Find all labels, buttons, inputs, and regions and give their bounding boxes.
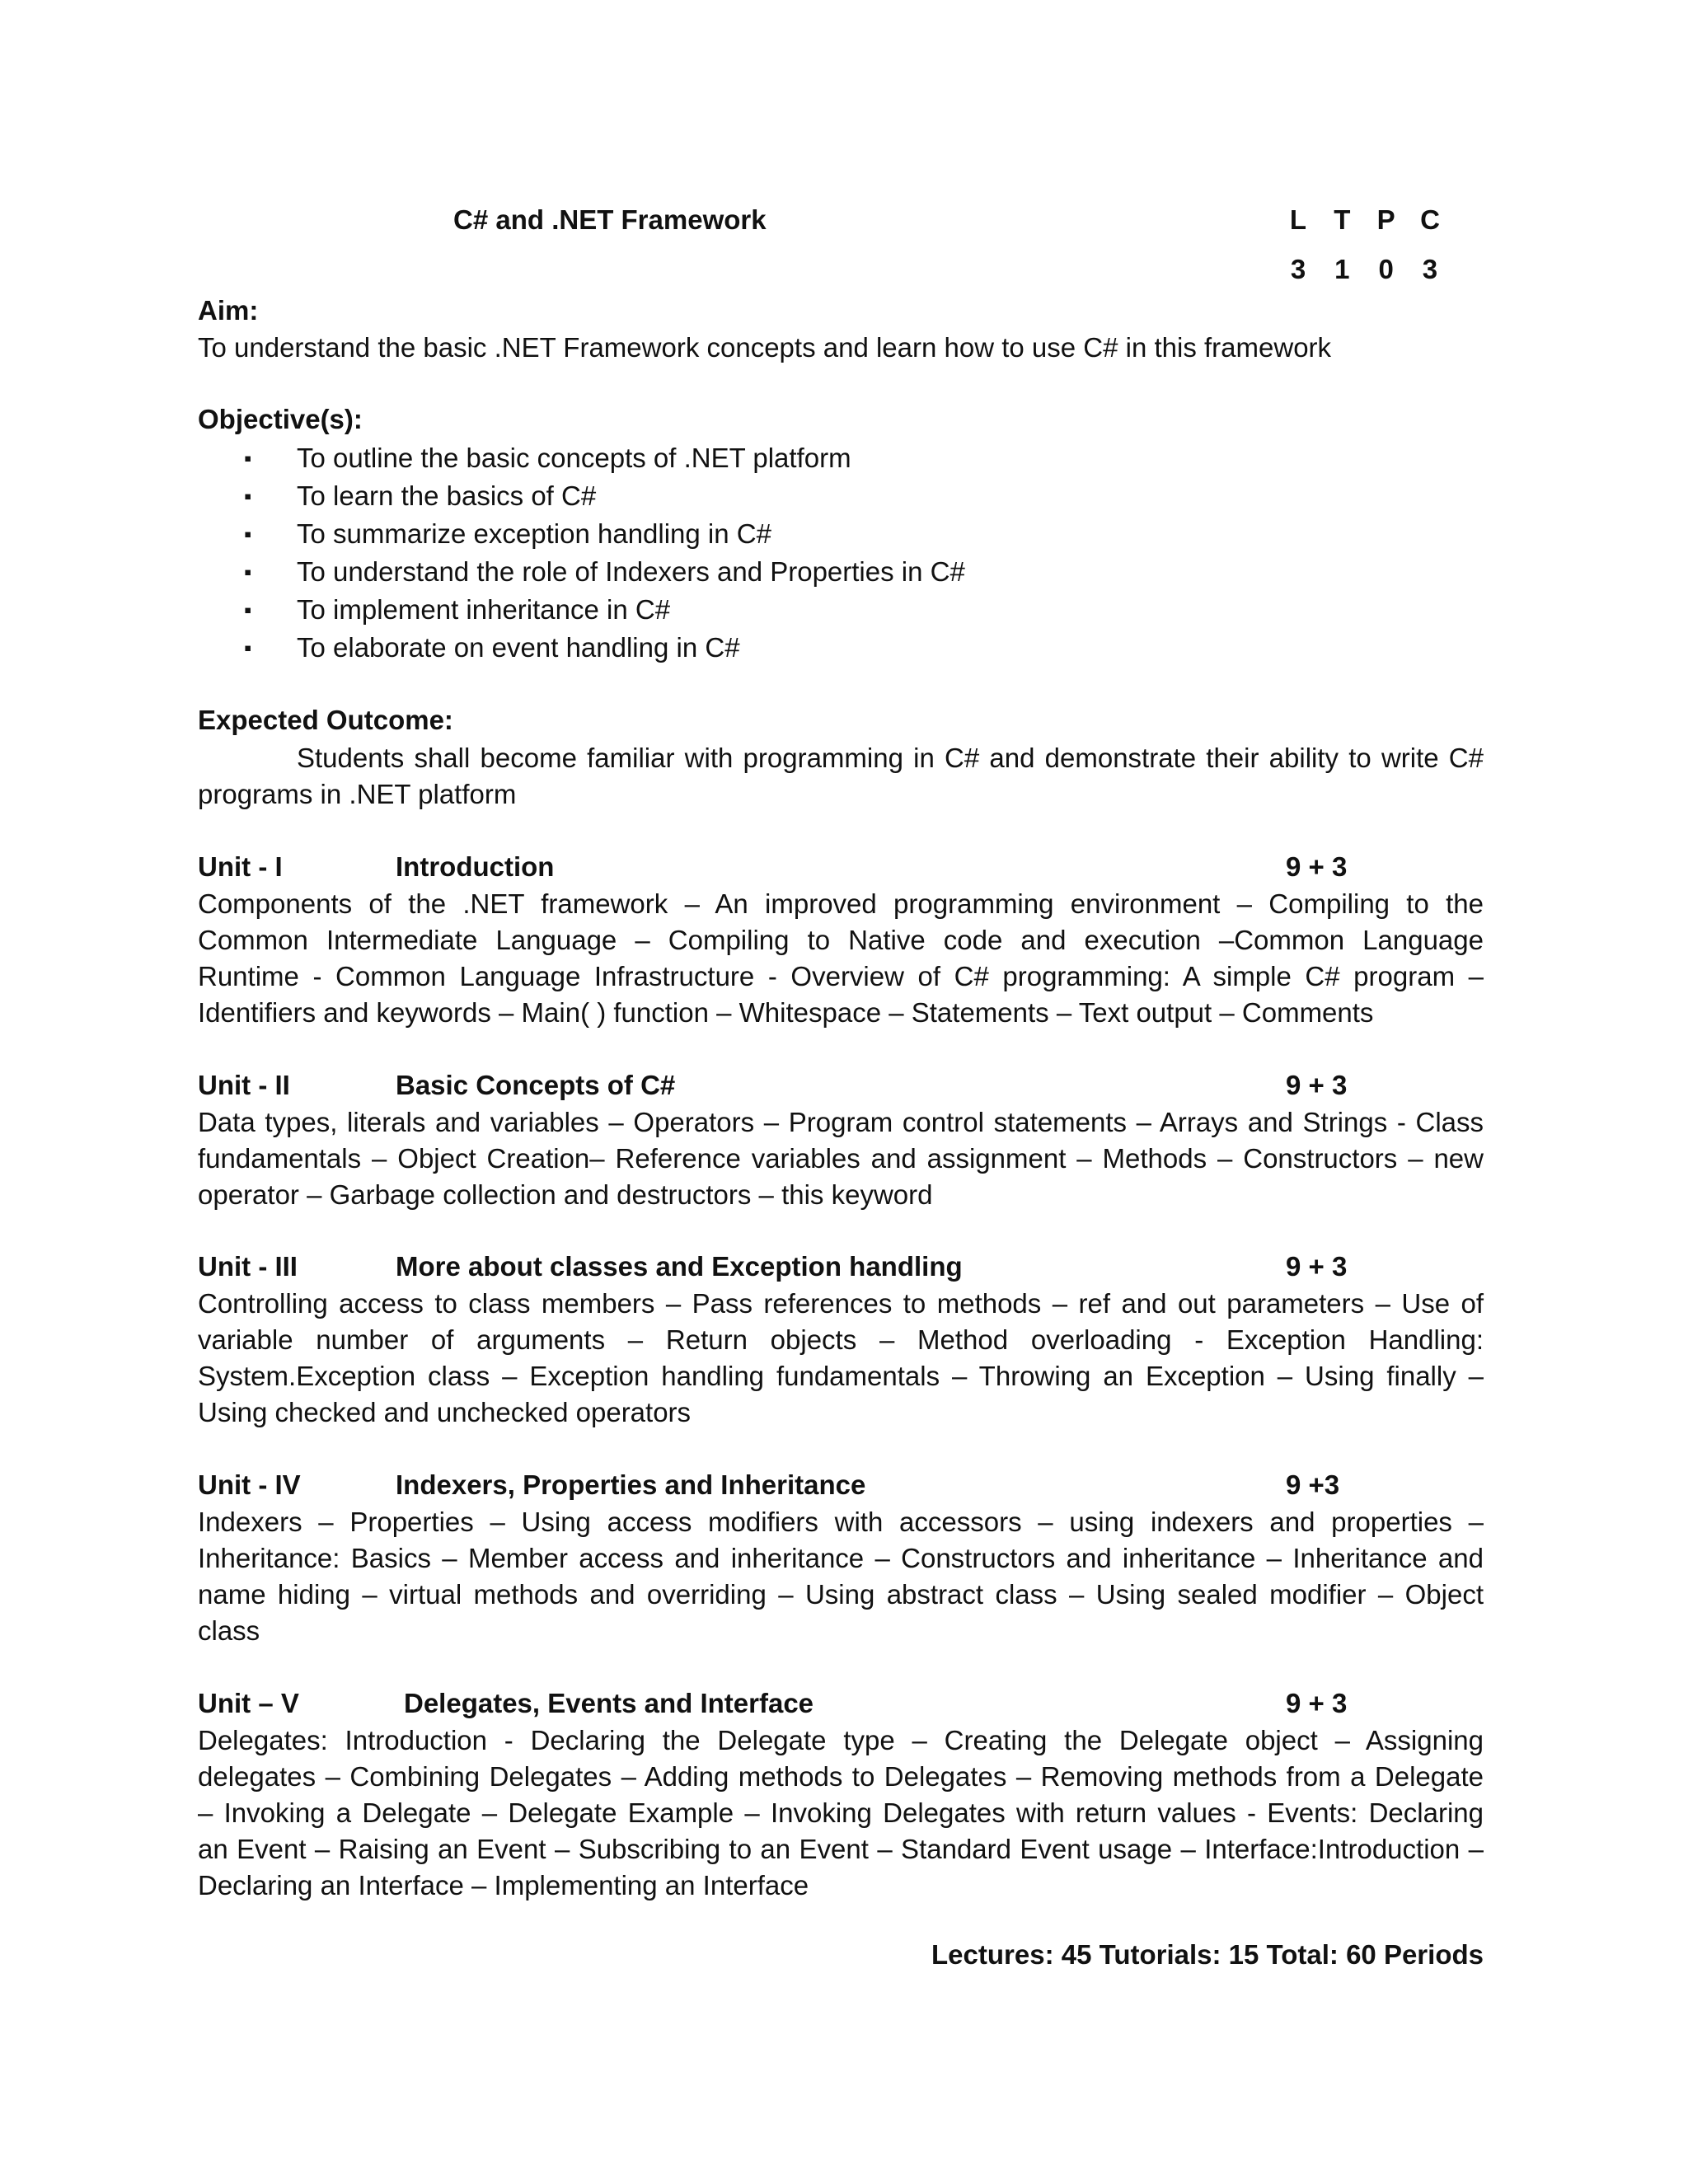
content-line: Components of the .NET framework – An improved programming environment – Compiling to the — [198, 888, 1484, 919]
content-line: class — [198, 1615, 260, 1646]
unit-5-content — [198, 1722, 1484, 1904]
objective-item — [198, 439, 965, 477]
content-line: System.Exception class – Exception handling fundamentals – Throwing an Exception – Using finally – — [198, 1361, 1484, 1391]
unit-title: Indexers, Properties and Inheritance — [396, 1469, 866, 1500]
unit-4-header — [198, 1467, 1484, 1503]
ltpc-value-t: 1 — [1334, 254, 1350, 284]
unit-hours: 9 + 3 — [1286, 1251, 1348, 1282]
unit-label: Unit – V — [198, 1688, 299, 1718]
course-title: C# and .NET Framework — [453, 204, 767, 235]
unit-hours: 9 + 3 — [1286, 1070, 1348, 1100]
ltpc-values — [1282, 251, 1447, 288]
objective-item — [198, 629, 965, 667]
objectives-heading: Objective(s): — [198, 404, 363, 434]
ltpc-label-l: L — [1289, 204, 1307, 235]
ltpc-label-p: P — [1376, 204, 1395, 235]
ltpc-label-c: C — [1420, 204, 1440, 235]
objective-text: To elaborate on event handling in C# — [297, 632, 740, 663]
ltpc-value-c: 3 — [1422, 254, 1438, 284]
bullet-icon: ▪ — [244, 522, 252, 546]
unit-hours: 9 +3 — [1286, 1469, 1340, 1500]
objective-item — [198, 477, 965, 515]
unit-5-header — [198, 1685, 1484, 1722]
unit-label: Unit - I — [198, 851, 283, 882]
unit-2-header — [198, 1067, 1484, 1104]
ltpc-label-t: T — [1334, 204, 1351, 235]
unit-hours: 9 + 3 — [1286, 1688, 1348, 1718]
content-line: Controlling access to class members – Pass references to methods – ref and out parameters – Use of — [198, 1288, 1484, 1319]
bullet-icon: ▪ — [244, 635, 252, 660]
objective-text: To understand the role of Indexers and Properties in C# — [297, 556, 965, 587]
bullet-icon: ▪ — [244, 560, 252, 584]
unit-hours: 9 + 3 — [1286, 851, 1348, 882]
content-line: fundamentals – Object Creation– Reference variables and assignment – Methods – Constructors – new — [198, 1143, 1484, 1174]
objective-text: To implement inheritance in C# — [297, 594, 671, 625]
content-line: Declaring an Interface – Implementing an Interface — [198, 1870, 809, 1900]
content-line: Indexers – Properties – Using access modifiers with accessors – using indexers and properties – — [198, 1507, 1484, 1537]
content-line: – Invoking a Delegate – Delegate Example – Invoking Delegates with return values - Events: Declaring — [198, 1797, 1484, 1828]
outcome-heading: Expected Outcome: — [198, 705, 453, 735]
outcome-text — [198, 740, 1484, 813]
unit-3-header — [198, 1249, 1484, 1285]
content-line: name hiding – virtual methods and overriding – Using abstract class – Using sealed modifier – Object — [198, 1579, 1484, 1610]
content-line: Runtime - Common Language Infrastructure - Overview of C# programming: A simple C# program – — [198, 961, 1484, 991]
aim-heading: Aim: — [198, 295, 259, 326]
unit-title: More about classes and Exception handling — [396, 1251, 963, 1282]
content-line: Inheritance: Basics – Member access and inheritance – Constructors and inheritance – Inheritance and — [198, 1543, 1484, 1573]
total-periods: Lectures: 45 Tutorials: 15 Total: 60 Periods — [931, 1939, 1484, 1970]
objectives-list — [198, 439, 965, 667]
content-line: Data types, literals and variables – Operators – Program control statements – Arrays and Strings - Class — [198, 1107, 1484, 1137]
outcome-line: programs in .NET platform — [198, 779, 517, 809]
ltpc-value-p: 0 — [1378, 254, 1394, 284]
unit-1-header — [198, 849, 1484, 885]
unit-label: Unit - IV — [198, 1469, 301, 1500]
unit-label: Unit - II — [198, 1070, 290, 1100]
ltpc-value-l: 3 — [1290, 254, 1306, 284]
objective-text: To learn the basics of C# — [297, 480, 597, 511]
bullet-icon: ▪ — [244, 484, 252, 509]
bullet-icon: ▪ — [244, 598, 252, 622]
objective-item — [198, 553, 965, 591]
objective-item — [198, 515, 965, 553]
content-line: Using checked and unchecked operators — [198, 1397, 692, 1427]
unit-title: Basic Concepts of C# — [396, 1070, 676, 1100]
unit-2-content — [198, 1104, 1484, 1213]
unit-title: Introduction — [396, 851, 555, 882]
ltpc-header — [1282, 202, 1447, 238]
unit-3-content — [198, 1286, 1484, 1431]
objective-text: To outline the basic concepts of .NET platform — [297, 443, 851, 473]
aim-text: To understand the basic .NET Framework concepts and learn how to use C# in this framework — [198, 332, 1332, 363]
unit-4-content — [198, 1504, 1484, 1649]
content-line: delegates – Combining Delegates – Adding methods to Delegates – Removing methods from a Delegate — [198, 1761, 1484, 1792]
objective-item — [198, 591, 965, 629]
objective-text: To summarize exception handling in C# — [297, 518, 771, 549]
content-line: Identifiers and keywords – Main( ) function – Whitespace – Statements – Text output – Comments — [198, 997, 1374, 1028]
outcome-line: Students shall become familiar with programming in C# and demonstrate their ability to write C# — [297, 743, 1484, 773]
unit-1-content — [198, 886, 1484, 1031]
content-line: an Event – Raising an Event – Subscribing to an Event – Standard Event usage – Interface:Introduction – — [198, 1834, 1484, 1864]
bullet-icon: ▪ — [244, 446, 252, 471]
content-line: Common Intermediate Language – Compiling to Native code and execution –Common Language — [198, 925, 1484, 955]
unit-label: Unit - III — [198, 1251, 298, 1282]
content-line: operator – Garbage collection and destructors – this keyword — [198, 1179, 933, 1210]
unit-title: Delegates, Events and Interface — [404, 1688, 814, 1718]
content-line: Delegates: Introduction - Declaring the Delegate type – Creating the Delegate object – Assigning — [198, 1725, 1484, 1755]
content-line: variable number of arguments – Return objects – Method overloading - Exception Handling: — [198, 1324, 1484, 1355]
